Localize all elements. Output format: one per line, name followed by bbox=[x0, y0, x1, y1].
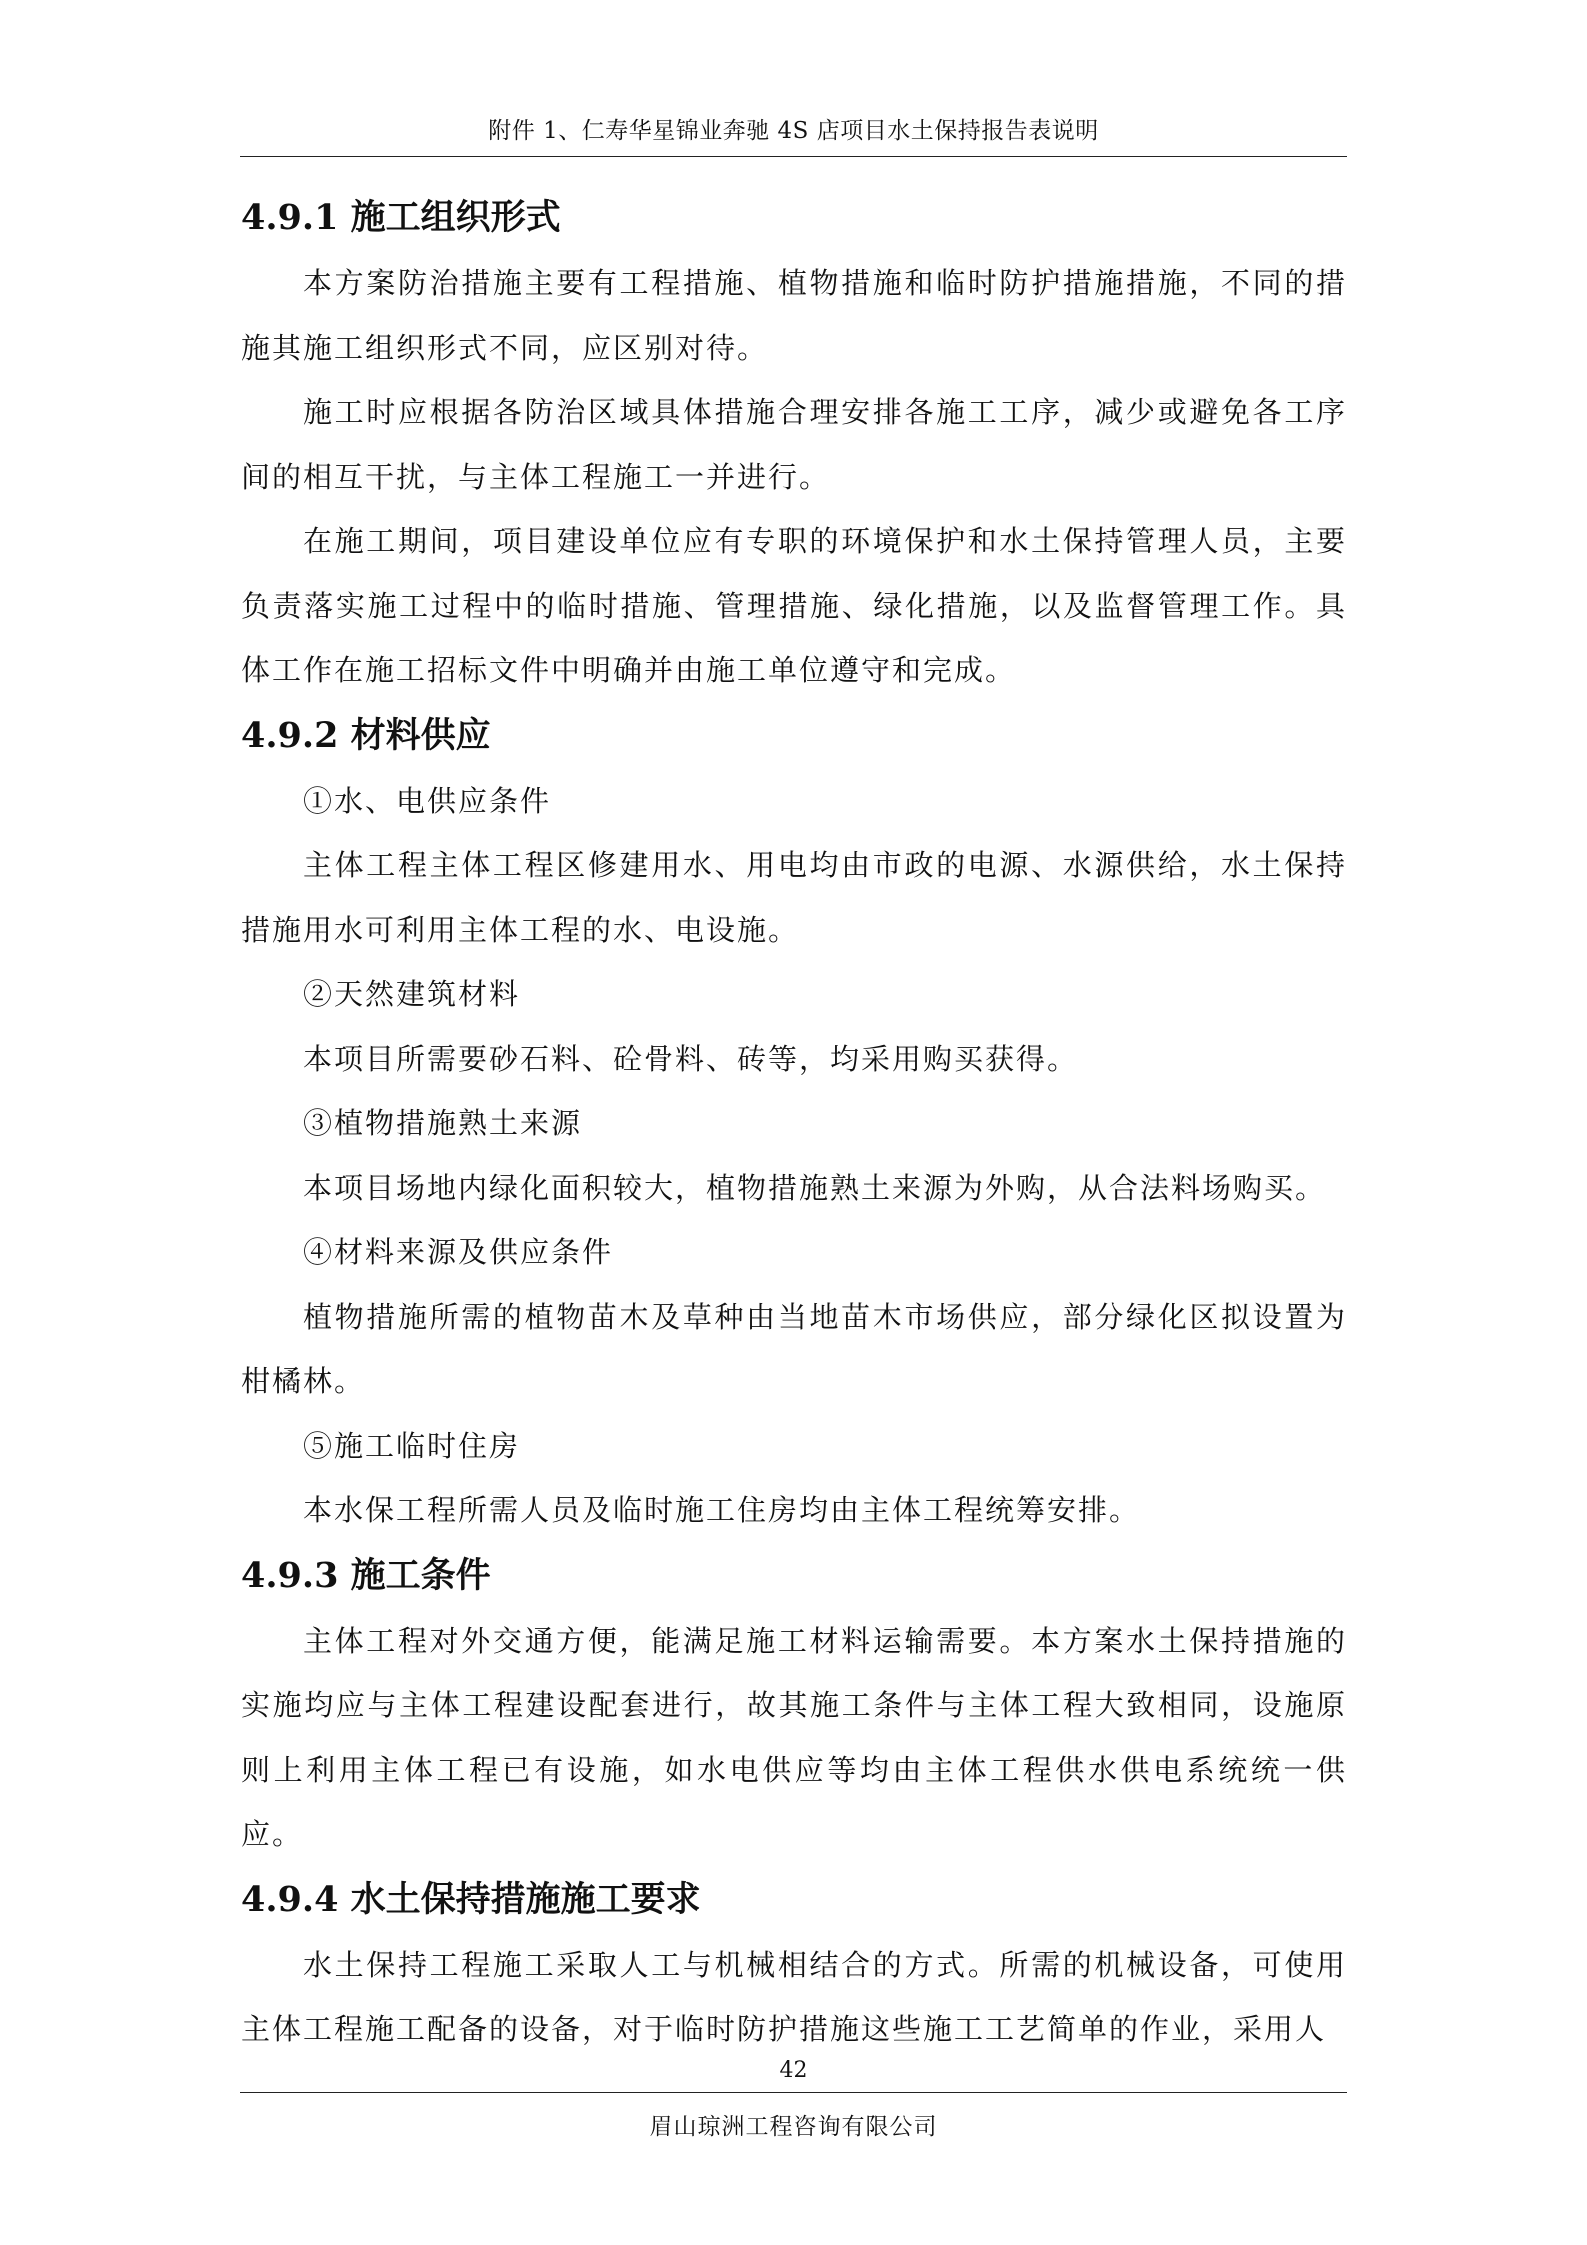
footer-company-name: 眉山琼洲工程咨询有限公司 bbox=[649, 2114, 938, 2140]
paragraph: 主体工程对外交通方便，能满足施工材料运输需要。本方案水土保持措施的实施均应与主体工程建设配套进行，故其施工条件与主体工程大致相同，设施原则上利用主体工程已有设施，如水电供应等均由主体工程供水供电系统统一供应。 bbox=[241, 1623, 1347, 1851]
section-heading-4-9-4: 4.9.4 水土保持措施施工要求 bbox=[241, 1878, 701, 1920]
list-item-heading: ⑤施工临时住房 bbox=[303, 1428, 521, 1463]
list-item-heading: ②天然建筑材料 bbox=[303, 977, 521, 1011]
paragraph: 本项目所需要砂石料、砼骨料、砖等，均采用购买获得。 bbox=[303, 1041, 1079, 1076]
section-heading-4-9-2: 4.9.2 材料供应 bbox=[241, 714, 491, 756]
footer-divider bbox=[240, 2092, 1347, 2093]
paragraph: 植物措施所需的植物苗木及草种由当地苗木市场供应，部分绿化区拟设置为柑橘林。 bbox=[241, 1299, 1347, 1398]
section-heading-4-9-1: 4.9.1 施工组织形式 bbox=[241, 197, 561, 238]
paragraph: 本水保工程所需人员及临时施工住房均由主体工程统筹安排。 bbox=[303, 1493, 1141, 1527]
list-item-heading: ③植物措施熟土来源 bbox=[303, 1106, 583, 1140]
paragraph: 在施工期间，项目建设单位应有专职的环境保护和水土保持管理人员，主要负责落实施工过程中的临时措施、管理措施、绿化措施，以及监督管理工作。具体工作在施工招标文件中明确并由施工单位遵守和完成。 bbox=[241, 524, 1347, 687]
list-item-heading: ④材料来源及供应条件 bbox=[303, 1235, 614, 1269]
paragraph: 主体工程主体工程区修建用水、用电均由市政的电源、水源供给，水土保持措施用水可利用主体工程的水、电设施。 bbox=[241, 848, 1347, 947]
document-body bbox=[241, 185, 1347, 2062]
paragraph: 本项目场地内绿化面积较大，植物措施熟土来源为外购，从合法料场购买。 bbox=[303, 1170, 1327, 1205]
list-item-heading: ①水、电供应条件 bbox=[303, 783, 552, 818]
paragraph: 本方案防治措施主要有工程措施、植物措施和临时防护措施措施，不同的措施其施工组织形式不同，应区别对待。 bbox=[241, 266, 1347, 365]
paragraph: 水土保持工程施工采取人工与机械相结合的方式。所需的机械设备，可使用主体工程施工配备的设备，对于临时防护措施这些施工工艺简单的作业，采用人 bbox=[241, 1947, 1347, 2046]
paragraph: 施工时应根据各防治区域具体措施合理安排各施工工序，减少或避免各工序间的相互干扰，与主体工程施工一并进行。 bbox=[241, 395, 1347, 494]
section-heading-4-9-3: 4.9.3 施工条件 bbox=[241, 1554, 491, 1596]
page-number: 42 bbox=[779, 2058, 808, 2083]
page-header: 附件 1、仁寿华星锦业奔驰 4S 店项目水土保持报告表说明 bbox=[488, 118, 1099, 144]
header-divider bbox=[240, 156, 1347, 157]
